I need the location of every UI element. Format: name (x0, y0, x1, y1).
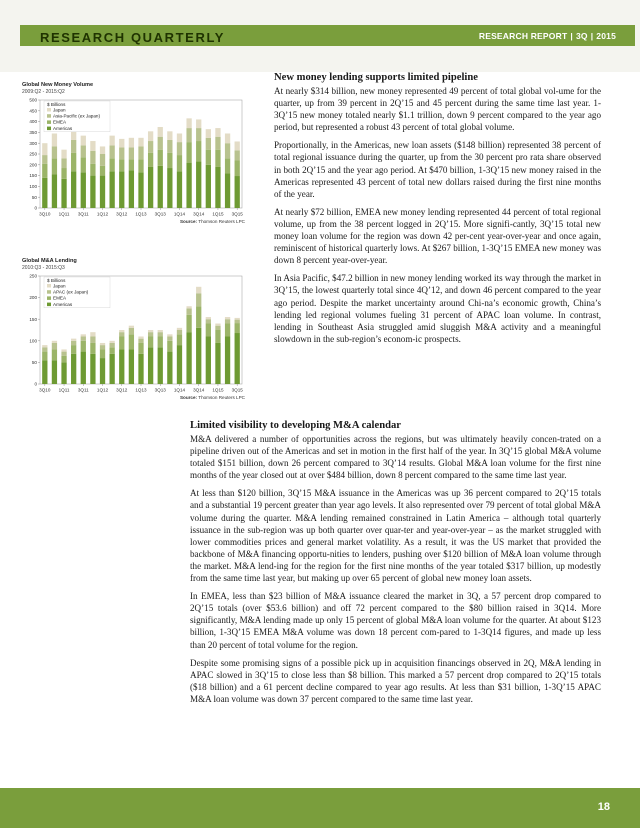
bar-segment (119, 330, 124, 332)
bar-segment (138, 354, 143, 384)
bar-segment (167, 168, 172, 208)
bar-segment (129, 326, 134, 328)
publication-title: RESEARCH QUARTERLY (40, 30, 226, 45)
x-tick-label: 1Q14 (173, 211, 186, 217)
bar-segment (235, 320, 240, 323)
y-tick-label: 100 (29, 184, 37, 189)
bar-segment (71, 171, 76, 208)
bar-segment (196, 306, 201, 328)
bar-segment (90, 176, 95, 208)
x-tick-label: 3Q15 (231, 387, 243, 393)
bar-segment (186, 306, 191, 308)
bar-segment (206, 317, 211, 319)
bar-segment (158, 127, 163, 137)
bar-segment (109, 341, 114, 343)
y-tick-label: 0 (34, 205, 37, 211)
bar-segment (167, 334, 172, 336)
bar-segment (90, 336, 95, 342)
bar-segment (42, 143, 47, 155)
x-tick-label: 1Q12 (96, 387, 109, 393)
x-tick-label: 3Q12 (116, 211, 128, 217)
bar-segment (52, 341, 57, 343)
bar-segment (81, 136, 86, 146)
bar-segment (81, 145, 86, 157)
chart-subtitle: 2010:Q3 - 2015:Q3 (22, 265, 65, 271)
x-tick-label: 3Q10 (39, 211, 51, 217)
chart-plot (22, 271, 248, 396)
bar-segment (100, 176, 105, 208)
bar-segment (100, 349, 105, 358)
bar-segment (42, 347, 47, 351)
y-tick-label: 300 (29, 140, 37, 146)
bar-segment (71, 153, 76, 171)
bar-segment (52, 175, 57, 208)
bar-segment (235, 160, 240, 176)
bar-segment (177, 334, 182, 345)
bar-segment (90, 141, 95, 151)
bar-segment (225, 173, 230, 208)
bar-segment (206, 336, 211, 384)
bar-segment (225, 324, 230, 337)
bar-segment (215, 128, 220, 137)
bar-segment (158, 166, 163, 208)
chart-title: Global M&A Lending (22, 258, 77, 264)
bar-segment (225, 133, 230, 143)
bar-segment (215, 326, 220, 330)
legend-label: EMEA (53, 119, 67, 125)
bar-segment (61, 158, 66, 168)
bar-segment (186, 128, 191, 142)
legend-label: Asia-Pacific (ex Japan) (53, 113, 100, 119)
paragraph: Despite some promising signs of a possible pick up in acquisition financings observed in 2Q, M&A lending in APAC slowed in 3Q’15 to close less than $8 billion. This marked a 57 percent drop compared to 2Q’15 totals ($18 billion) and a 61 percent decline compared to year ago results. At less than $31 billion, 1-3Q’15 APAC M&A loan volume was down 37 percent compared to the same time last year. (190, 657, 601, 704)
bar-segment (52, 158, 57, 174)
bar-segment (81, 157, 86, 172)
bar-segment (215, 324, 220, 326)
bar-segment (235, 323, 240, 333)
bar-segment (138, 339, 143, 343)
legend-label: Japan (53, 107, 66, 113)
bar-segment (61, 362, 66, 384)
bar-segment (119, 349, 124, 384)
y-tick-label: 50 (31, 360, 37, 365)
bar-segment (177, 142, 182, 155)
bar-segment (196, 162, 201, 208)
bar-segment (215, 343, 220, 384)
bar-segment (81, 352, 86, 384)
legend-swatch (47, 127, 51, 131)
report-quarter: 3Q (575, 31, 588, 41)
bar-segment (158, 137, 163, 150)
bar-segment (129, 328, 134, 334)
bar-segment (225, 158, 230, 173)
legend-swatch (47, 108, 51, 112)
bar-segment (206, 138, 211, 150)
bar-segment (215, 137, 220, 150)
bar-segment (206, 165, 211, 208)
x-tick-label: 1Q13 (135, 211, 147, 217)
paragraph: M&A delivered a number of opportunities across the regions, but was ultimately heavily concen-trated on a pipeline driven out of the Americas and set in motion in the first half of the year. In 3Q’15 global M&A volume totaled $151 billion, down 26 percent compared to 3Q’14 results. Global M&A loan volume for the first nine months of the year closed out at over $484 billion, down 8 percent compared to the same time last year. (190, 434, 601, 481)
x-tick-label: 3Q14 (193, 387, 205, 393)
bar-segment (177, 171, 182, 208)
x-tick-label: 1Q15 (212, 387, 224, 393)
bar-segment (206, 324, 211, 337)
y-tick-label: 500 (29, 97, 37, 103)
page-header (0, 0, 640, 72)
bar-segment (81, 336, 86, 340)
bar-segment (167, 352, 172, 384)
bar-segment (90, 151, 95, 164)
legend-label: Americas (53, 125, 73, 131)
report-label: RESEARCH REPORT | 3Q | 2015 (478, 31, 616, 41)
bar-segment (177, 330, 182, 334)
bar-segment (158, 347, 163, 384)
bar-segment (129, 148, 134, 160)
bar-segment (186, 332, 191, 384)
x-tick-label: 1Q13 (135, 387, 147, 393)
bar-segment (71, 345, 76, 354)
bar-segment (90, 164, 95, 176)
bar-segment (186, 315, 191, 332)
bar-segment (177, 133, 182, 142)
bar-segment (167, 341, 172, 352)
y-tick-label: 250 (29, 273, 37, 279)
bar-segment (158, 330, 163, 332)
bar-segment (119, 332, 124, 336)
bar-segment (138, 138, 143, 147)
bar-segment (158, 336, 163, 347)
bar-segment (71, 140, 76, 153)
bar-segment (52, 133, 57, 146)
bar-segment (90, 332, 95, 336)
bar-segment (138, 336, 143, 338)
bar-segment (81, 172, 86, 208)
legend-swatch (47, 120, 51, 124)
bar-segment (61, 179, 66, 208)
x-tick-label: 3Q10 (39, 387, 51, 393)
y-tick-label: 350 (29, 130, 37, 135)
legend-swatch (47, 284, 51, 288)
bar-segment (100, 345, 105, 349)
report-year: 2015 (596, 31, 616, 41)
bar-segment (177, 155, 182, 171)
bar-segment (148, 330, 153, 332)
chart-ma-lending (22, 258, 248, 400)
bar-segment (138, 343, 143, 354)
x-tick-label: 1Q14 (173, 387, 186, 393)
bar-segment (138, 172, 143, 208)
bar-segment (90, 354, 95, 384)
bar-segment (42, 155, 47, 164)
x-tick-label: 3Q14 (193, 211, 205, 217)
bar-segment (158, 332, 163, 336)
bar-segment (42, 178, 47, 208)
y-tick-label: 0 (34, 381, 37, 387)
y-tick-label: 400 (29, 119, 37, 125)
bar-segment (196, 119, 201, 128)
x-tick-label: 3Q11 (77, 387, 89, 393)
bar-segment (119, 159, 124, 171)
chart-new-money-volume (22, 82, 248, 224)
bar-segment (186, 308, 191, 314)
bar-segment (109, 145, 114, 158)
bar-segment (109, 343, 114, 347)
x-tick-label: 3Q13 (154, 211, 166, 217)
legend-swatch (47, 290, 51, 294)
x-tick-label: 3Q11 (77, 211, 89, 217)
bar-segment (196, 287, 201, 293)
bar-segment (186, 118, 191, 128)
legend-swatch (47, 303, 51, 307)
bar-segment (100, 154, 105, 166)
bar-segment (225, 317, 230, 319)
bar-segment (61, 150, 66, 159)
bar-segment (186, 163, 191, 208)
bar-segment (148, 347, 153, 384)
bar-segment (167, 153, 172, 168)
legend-label: APAC (ex Japan) (53, 289, 89, 295)
bar-segment (235, 176, 240, 208)
legend-label: EMEA (53, 295, 67, 301)
bar-segment (61, 168, 66, 179)
bar-segment (225, 336, 230, 384)
bar-segment (109, 158, 114, 171)
bar-segment (109, 136, 114, 146)
bar-segment (225, 143, 230, 158)
bar-segment (119, 148, 124, 160)
bar-segment (196, 141, 201, 162)
y-tick-label: 50 (31, 194, 37, 200)
bar-segment (206, 129, 211, 138)
section-heading: New money lending supports limited pipeline (274, 72, 478, 83)
unit-label: $ Billions (47, 102, 66, 107)
y-tick-label: 450 (29, 108, 37, 114)
bar-segment (206, 319, 211, 323)
y-tick-label: 150 (29, 316, 37, 322)
x-tick-label: 3Q15 (231, 211, 243, 217)
page-number: 18 (597, 801, 610, 813)
chart-title: Global New Money Volume (22, 82, 94, 88)
bar-segment (81, 334, 86, 336)
bar-segment (148, 336, 153, 347)
bar-segment (100, 343, 105, 345)
chart-plot (22, 95, 248, 220)
unit-label: $ Billions (47, 278, 66, 283)
bar-segment (129, 334, 134, 349)
bar-segment (52, 360, 57, 384)
bar-segment (119, 336, 124, 349)
bar-segment (71, 339, 76, 341)
bar-segment (100, 358, 105, 384)
bar-segment (42, 345, 47, 347)
chart-source: Source: Thomson Reuters LPC (179, 219, 245, 224)
y-tick-label: 100 (29, 338, 37, 344)
bar-segment (52, 146, 57, 158)
legend-label: Americas (53, 301, 73, 307)
bar-segment (158, 150, 163, 166)
paragraph: At nearly $314 billion, new money represented 49 percent of total global vol-ume for the quarter, up from 39 percent in 2Q’15 and 45 percent during the same time last year. 1-3Q’15 new money totaled nearly $1.1 trillion, down 9 percent compared to the year ago period, but represented a robust 43 percent of total global volume. (274, 86, 601, 133)
paragraph: In Asia Pacific, $47.2 billion in new money lending worked its way through the market in 3Q’15, the lowest quarterly total since 4Q’12, and down 46 percent compared to the year ago period. Despite the market uncertainty around Chi-na’s economic growth, China’s lending led regional volumes fueling 31 percent of APAC loan volume. In contrast, lending in Southeast Asia struggled amid sluggish M&A activity and a meaningful slowdown in the sub-region’s econom-ic prospects. (274, 273, 601, 344)
report-name: RESEARCH REPORT (478, 31, 568, 41)
bar-segment (215, 330, 220, 343)
bar-segment (61, 352, 66, 356)
bar-segment (177, 328, 182, 330)
page-footer (0, 788, 640, 828)
bar-segment (129, 170, 134, 208)
bar-segment (129, 349, 134, 384)
bar-segment (206, 150, 211, 165)
bar-segment (71, 354, 76, 384)
bar-segment (61, 356, 66, 362)
bar-segment (235, 141, 240, 150)
x-tick-label: 1Q12 (96, 211, 109, 217)
bar-segment (215, 150, 220, 167)
bar-segment (177, 345, 182, 384)
bar-segment (129, 138, 134, 148)
bar-segment (167, 336, 172, 340)
bar-segment (196, 128, 201, 141)
paragraph: In EMEA, less than $23 billion of M&A issuance cleared the market in 3Q, a 57 percent drop compared to 2Q’15 totals (over $53.6 billion) and off 72 percent compared to the $80 billion raised in 3Q14. More significantly, M&A lending made up only 15 percent of global M&A loan volume for the quarter. At about $123 billion, 1-3Q’15 EMEA M&A volume was down 18 percent com-pared to 1-3Q14 figures, and made up less than 20 percent of total volume for the region. (190, 591, 601, 650)
bar-segment (119, 139, 124, 148)
section-heading: Limited visibility to developing M&A calendar (190, 420, 401, 431)
x-tick-label: 3Q13 (154, 387, 166, 393)
x-tick-label: 1Q15 (212, 211, 224, 217)
bar-segment (138, 146, 143, 159)
legend-swatch (47, 296, 51, 300)
bar-segment (100, 166, 105, 176)
bar-segment (109, 347, 114, 353)
x-tick-label: 1Q11 (58, 211, 70, 217)
bar-segment (215, 167, 220, 208)
bar-segment (42, 164, 47, 178)
bar-segment (148, 167, 153, 208)
bar-segment (167, 140, 172, 153)
y-tick-label: 200 (29, 162, 37, 168)
bar-segment (148, 131, 153, 141)
section-ma-calendar (190, 420, 601, 711)
bar-segment (138, 159, 143, 172)
bar-segment (196, 293, 201, 306)
chart-source: Source: Thomson Reuters LPC (179, 395, 245, 400)
bar-segment (42, 352, 47, 361)
section-new-money (274, 72, 601, 351)
paragraph: At nearly $72 billion, EMEA new money lending represented 44 percent of total regional volume, up from the 38 percent logged in 2Q’15. More signifi-cantly, 3Q’15 total new money loan volume for the region was down 42 per-cent year-over-year and once again, reminiscent of historical quarterly lows. At $267 billion, 1-3Q’15 EMEA new money was down 8 percent year-over-year. (274, 206, 601, 266)
chart-subtitle: 2009:Q2 - 2015:Q2 (22, 89, 65, 95)
x-tick-label: 1Q11 (58, 387, 70, 393)
bar-segment (196, 328, 201, 384)
paragraph: Proportionally, in the Americas, new loan assets ($148 billion) represented 38 percent of total regional issuance during the quarter, up from the 30 percent pro rata share observed in both 2Q’15 and the year ago period. At $470 billion, 1-3Q’15 new money raised in the Americas represented 43 percent of total new dollars raised during the first nine months of the year. (274, 140, 601, 199)
bar-segment (235, 318, 240, 320)
bar-segment (109, 354, 114, 384)
bar-segment (109, 171, 114, 208)
x-tick-label: 3Q12 (116, 387, 128, 393)
bar-segment (148, 332, 153, 336)
bar-segment (129, 159, 134, 170)
bar-segment (100, 146, 105, 154)
legend-label: Japan (53, 283, 66, 289)
y-tick-label: 150 (29, 173, 37, 179)
bar-segment (235, 333, 240, 384)
paragraph: At less than $120 billion, 3Q’15 M&A issuance in the Americas was up 36 percent compared to 2Q’15 totals and a substantial 19 percent greater than year ago levels. It also represented over 79 percent of total global M&A volume during the quarter. M&A lending remained constrained in Latin America – although total quarterly issuance in the sub-region was up both quarter over quar-ter and year-over-year – as the market struggled with lower commodities prices and general market volatility. As a result, it was the US market that provided the backbone of M&A financing opportu-nities to lenders, pushing over $120 billion of M&A loan volume through the market. M&A lend-ing for the region for the first nine months of the year totaled $317 billion, up modestly from the same time last year, but making up over 65 percent of global new money loan assets. (190, 488, 601, 584)
bar-segment (42, 360, 47, 384)
y-tick-label: 250 (29, 151, 37, 157)
bar-segment (90, 343, 95, 354)
legend-swatch (47, 114, 51, 118)
bar-segment (81, 341, 86, 352)
bar-segment (148, 141, 153, 153)
bar-segment (186, 142, 191, 163)
bar-segment (148, 153, 153, 167)
bar-segment (52, 343, 57, 349)
bar-segment (119, 171, 124, 208)
bar-segment (225, 319, 230, 323)
bar-segment (71, 341, 76, 345)
bar-segment (61, 349, 66, 351)
y-tick-label: 200 (29, 295, 37, 301)
bar-segment (235, 150, 240, 160)
bar-segment (52, 349, 57, 360)
bar-segment (167, 131, 172, 140)
